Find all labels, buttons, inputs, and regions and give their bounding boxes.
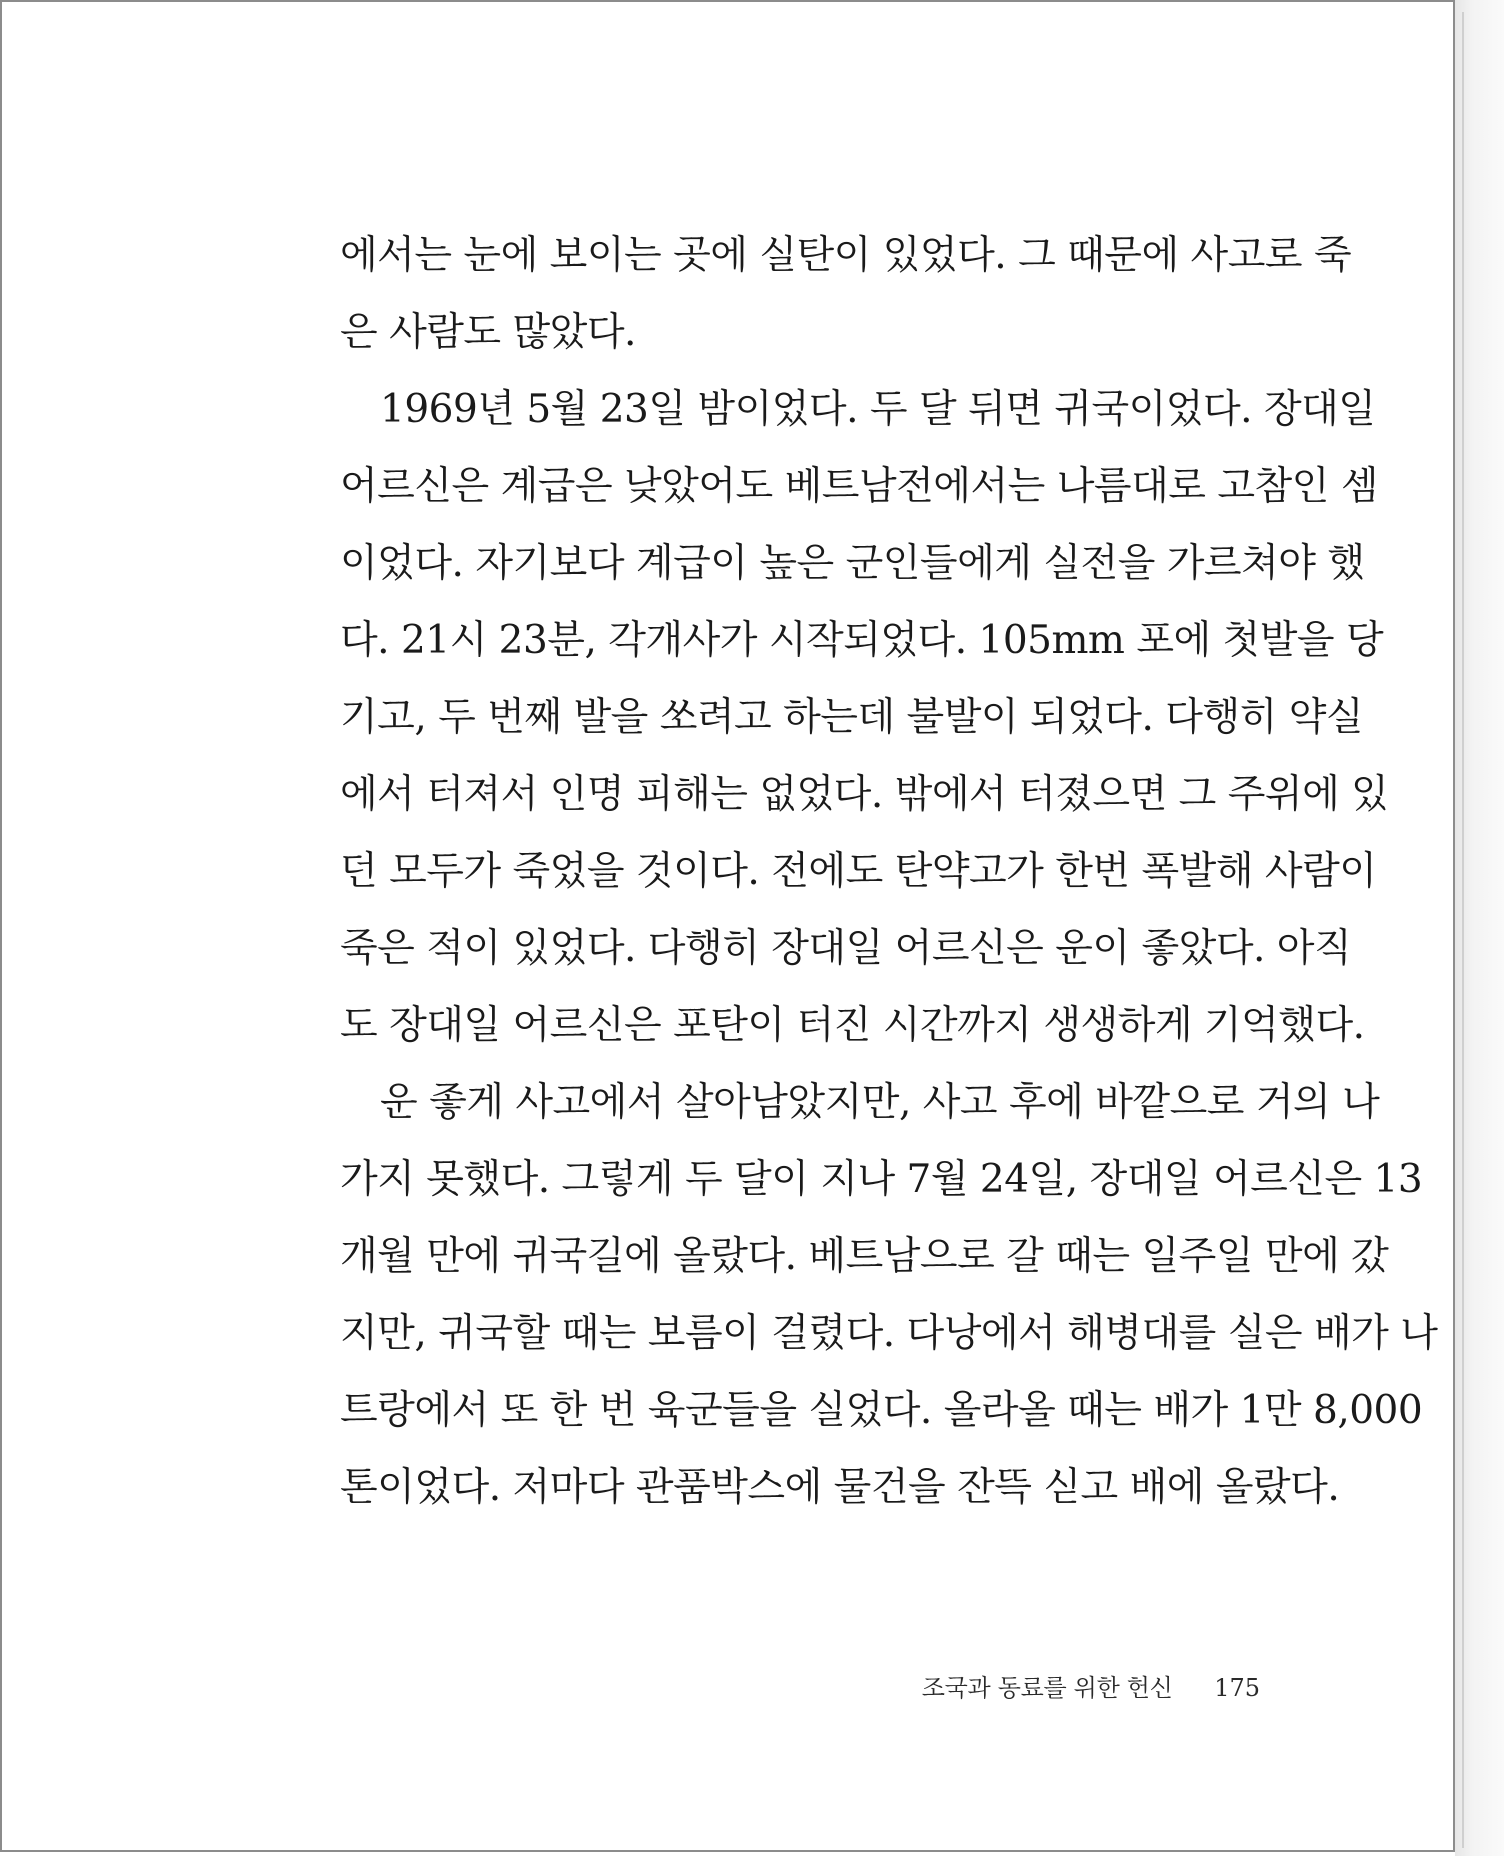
text-line: 죽은 적이 있었다. 다행히 장대일 어르신은 운이 좋았다. 아직: [340, 926, 1352, 971]
text-line: 어르신은 계급은 낮았어도 베트남전에서는 나름대로 고참인 셈: [340, 464, 1378, 509]
text-line: 트랑에서 또 한 번 육군들을 실었다. 올라올 때는 배가 1만 8,000: [340, 1388, 1423, 1433]
text-line: 던 모두가 죽었을 것이다. 전에도 탄약고가 한번 폭발해 사람이: [340, 849, 1377, 894]
text-line: 운 좋게 사고에서 살아남았지만, 사고 후에 바깥으로 거의 나: [380, 1080, 1380, 1125]
text-line: 1969년 5월 23일 밤이었다. 두 달 뒤면 귀국이었다. 장대일: [380, 387, 1376, 432]
body-text: [340, 222, 1438, 1531]
text-line: 도 장대일 어르신은 포탄이 터진 시간까지 생생하게 기억했다.: [340, 1003, 1365, 1048]
text-line: 은 사람도 많았다.: [340, 310, 636, 355]
chapter-title: 조국과 동료를 위한 헌신: [921, 1674, 1173, 1702]
page-footer: [922, 1670, 1260, 1706]
text-line: 개월 만에 귀국길에 올랐다. 베트남으로 갈 때는 일주일 만에 갔: [340, 1234, 1389, 1279]
text-line: 에서 터져서 인명 피해는 없었다. 밖에서 터졌으면 그 주위에 있: [340, 772, 1389, 817]
text-line: 이었다. 자기보다 계급이 높은 군인들에게 실전을 가르쳐야 했: [340, 541, 1365, 586]
text-line: 기고, 두 번째 발을 쏘려고 하는데 불발이 되었다. 다행히 약실: [340, 695, 1364, 740]
text-line: 톤이었다. 저마다 관품박스에 물건을 잔뜩 싣고 배에 올랐다.: [340, 1465, 1340, 1510]
page-number: 175: [1214, 1674, 1260, 1702]
text-line: 지만, 귀국할 때는 보름이 걸렸다. 다낭에서 해병대를 실은 배가 나: [340, 1311, 1438, 1356]
page-edge-line: [1462, 12, 1464, 1848]
text-line: 다. 21시 23분, 각개사가 시작되었다. 105mm 포에 첫발을 당: [340, 618, 1384, 663]
text-line: 가지 못했다. 그렇게 두 달이 지나 7월 24일, 장대일 어르신은 13: [340, 1157, 1423, 1202]
text-line: 에서는 눈에 보이는 곳에 실탄이 있었다. 그 때문에 사고로 죽: [340, 233, 1352, 278]
